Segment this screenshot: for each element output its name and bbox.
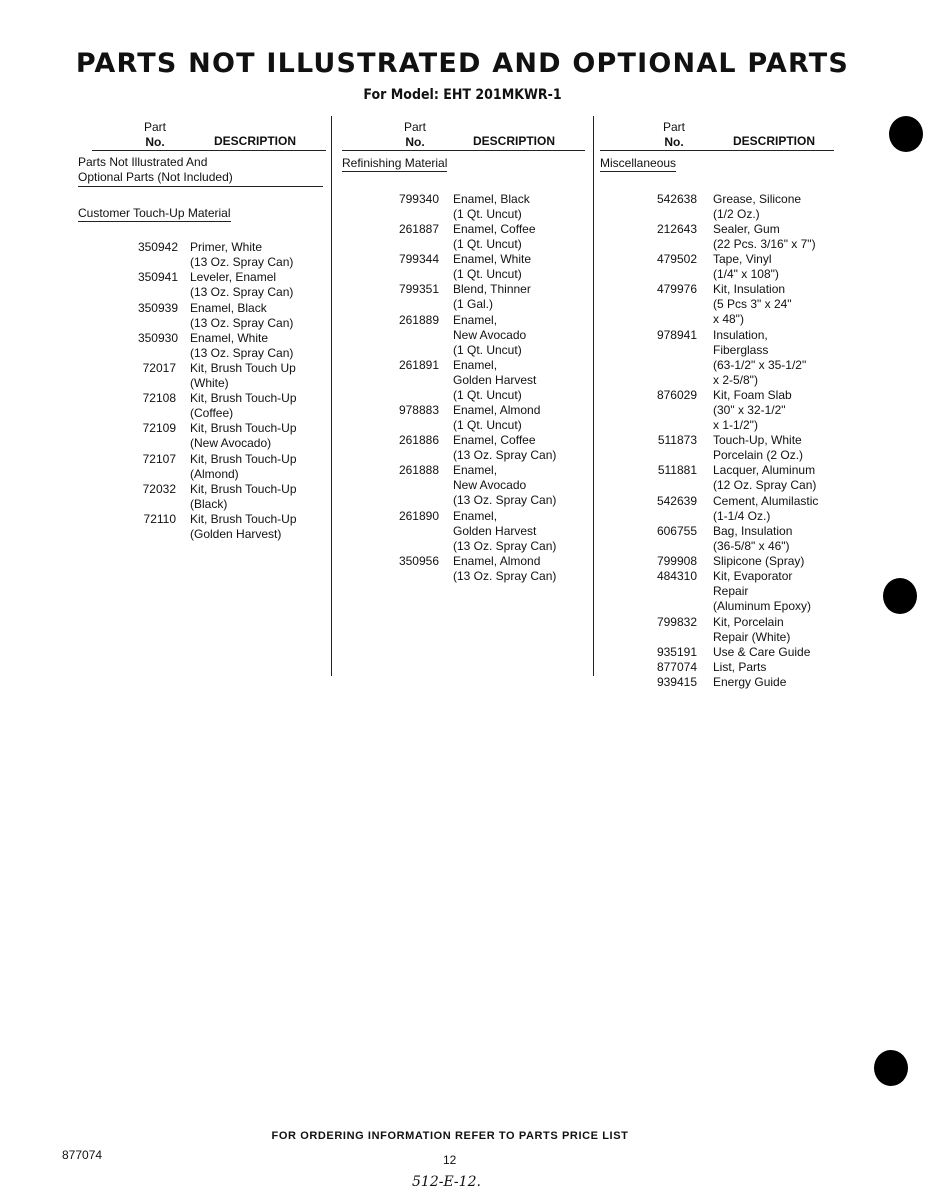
punch-hole-middle bbox=[883, 578, 917, 614]
col1-subsection-title: Customer Touch-Up Material bbox=[78, 206, 231, 220]
col1-description-header: DESCRIPTION bbox=[214, 134, 297, 148]
punch-hole-top bbox=[889, 116, 923, 152]
col2-section-title: Refinishing Material bbox=[342, 156, 448, 170]
col3-section-title: Miscellaneous bbox=[600, 156, 677, 170]
col3-header-rule bbox=[600, 150, 834, 151]
col1-section-rule bbox=[78, 186, 323, 187]
col1-part-header: Part No. bbox=[143, 120, 166, 149]
page-number: 12 bbox=[443, 1153, 457, 1167]
page-title: PARTS NOT ILLUSTRATED AND OPTIONAL PARTS bbox=[75, 48, 850, 79]
col3-description-header: DESCRIPTION bbox=[733, 134, 816, 148]
col2-part-header: Part No. bbox=[403, 120, 426, 149]
col1-header-rule bbox=[92, 150, 326, 151]
column-divider-1 bbox=[331, 116, 332, 676]
punch-hole-bottom bbox=[874, 1050, 908, 1086]
col1-section-title: Parts Not Illustrated And Optional Parts (Not Included) bbox=[78, 155, 233, 185]
col3-part-header: Part No. bbox=[662, 120, 685, 149]
document-number: 877074 bbox=[62, 1148, 103, 1162]
model-subtitle: For Model: EHT 201MKWR-1 bbox=[363, 87, 562, 103]
ordering-note: FOR ORDERING INFORMATION REFER TO PARTS PRICE LIST bbox=[271, 1130, 629, 1142]
handwritten-code: 512-E-12. bbox=[412, 1174, 481, 1190]
col2-description-header: DESCRIPTION bbox=[473, 134, 556, 148]
column-divider-2 bbox=[593, 116, 594, 676]
col2-header-rule bbox=[342, 150, 585, 151]
